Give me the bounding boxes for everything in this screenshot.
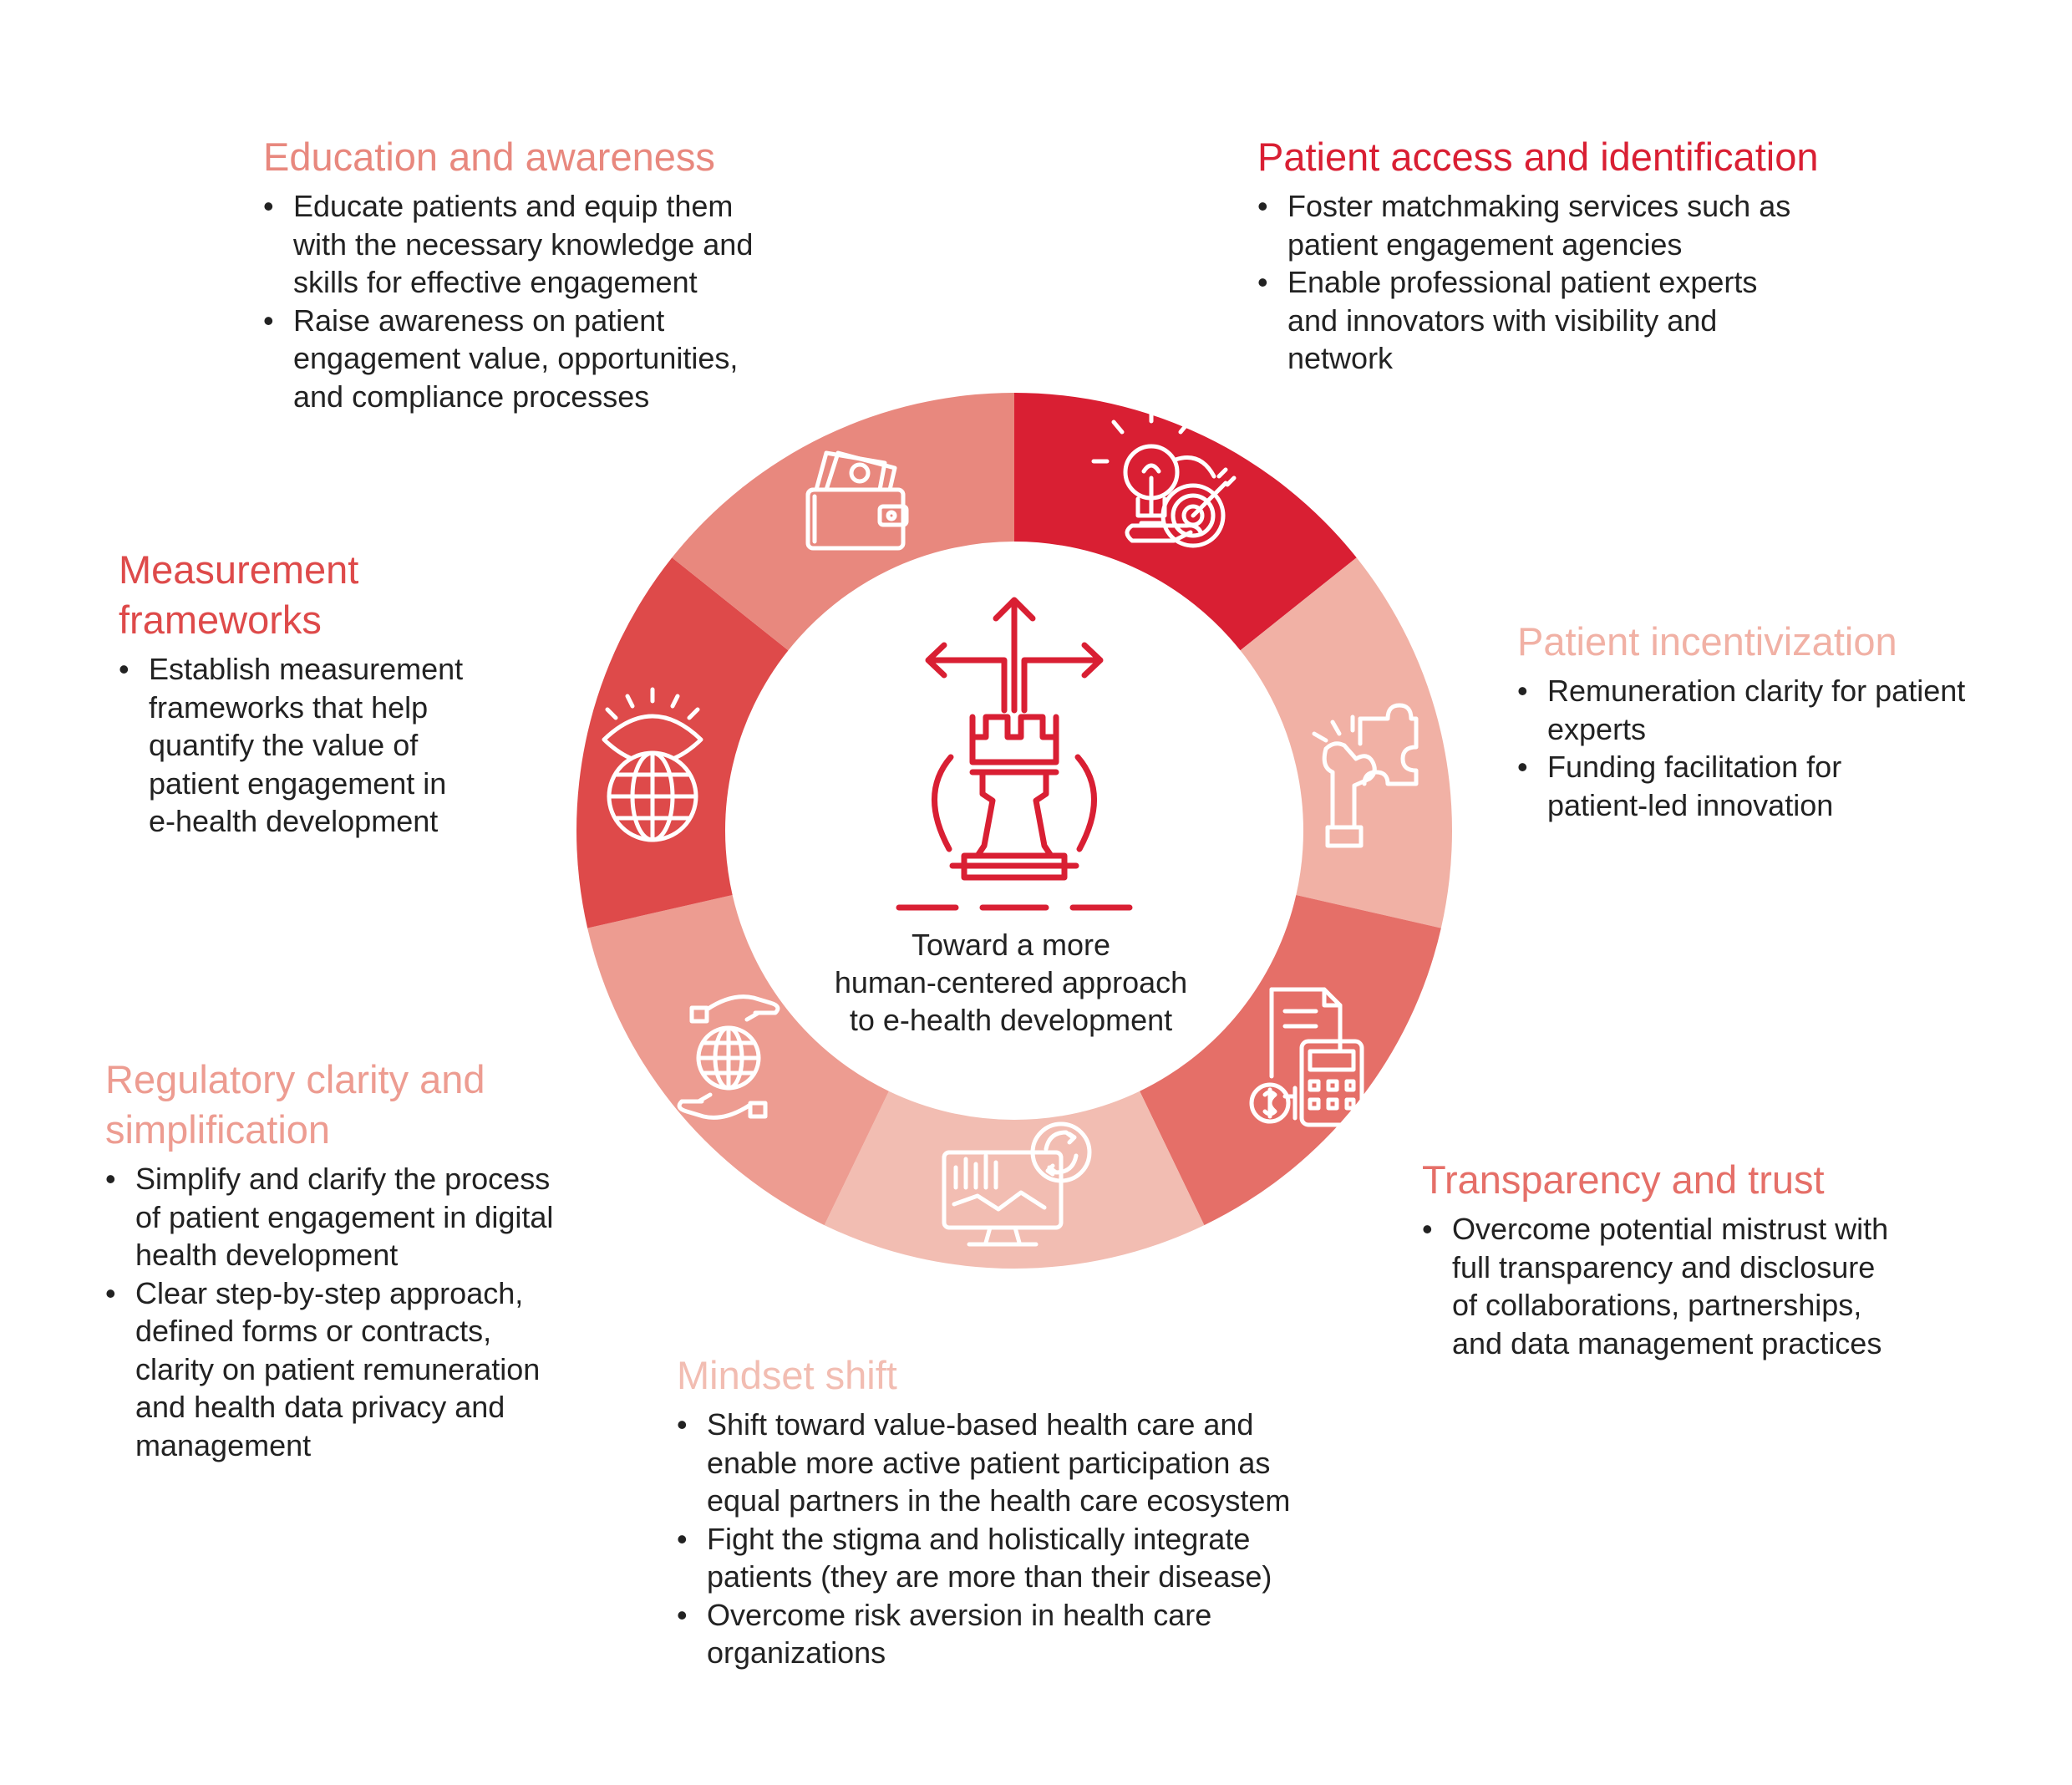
bullet-line: • Overcome potential mistrust with	[1452, 1212, 1889, 1246]
bullet-line: enable more active patient participation as	[707, 1445, 1271, 1480]
bullet-line: • Shift toward value-based health care and	[707, 1407, 1254, 1442]
bullet-item	[105, 1160, 640, 1274]
center-caption-line: Toward a more	[911, 928, 1111, 962]
bullet-line: patients (they are more than their disease)	[707, 1559, 1272, 1594]
education-bullets	[263, 187, 865, 415]
bullet-item	[1422, 1210, 2024, 1362]
bullet-line: network	[1287, 341, 1394, 375]
bullet-line: quantify the value of	[149, 728, 419, 762]
bullet-item	[263, 187, 865, 302]
bullet-item	[105, 1274, 640, 1465]
title-line: Regulatory clarity and	[105, 1057, 485, 1101]
bullet-line: • Remuneration clarity for patient	[1547, 674, 1966, 708]
bullet-line: with the necessary knowledge and	[293, 226, 754, 262]
title-line: frameworks	[119, 598, 322, 642]
bullet-line: organizations	[707, 1635, 886, 1670]
transparency-block	[1422, 1155, 2024, 1362]
regulatory-bullets	[105, 1160, 640, 1464]
bullet-line: of patient engagement in digital	[135, 1199, 554, 1234]
bullet-line: full transparency and disclosure	[1452, 1249, 1876, 1284]
bullet-line: frameworks that help	[149, 689, 429, 725]
mindset-bullets	[677, 1406, 1362, 1672]
regulatory-title	[105, 1055, 640, 1155]
bullet-line: • Raise awareness on patient	[293, 303, 665, 338]
bullet-item	[263, 302, 865, 416]
bullet-item	[677, 1596, 1362, 1672]
ring-segments	[576, 393, 1452, 1269]
center-caption-line: human-centered approach	[834, 965, 1188, 999]
incentivization-title: Patient incentivization	[1517, 619, 1897, 664]
transparency-title: Transparency and trust	[1422, 1157, 1825, 1202]
measurement-bullets	[119, 650, 587, 841]
bullet-line: • Educate patients and equip them	[293, 189, 734, 223]
bullet-line: • Establish measurement	[149, 652, 464, 686]
education-title: Education and awareness	[263, 135, 715, 179]
mindset-title: Mindset shift	[677, 1353, 897, 1397]
bullet-line: • Fight the stigma and holistically integrate	[707, 1521, 1251, 1556]
patient-access-bullets	[1257, 187, 1892, 378]
incentivization-bullets	[1517, 672, 2052, 824]
bullet-line: patient engagement agencies	[1287, 226, 1683, 262]
bullet-line: equal partners in the health care ecosystem	[707, 1483, 1291, 1518]
bullet-line: e-health development	[149, 804, 439, 838]
bullet-line: • Clear step-by-step approach,	[135, 1275, 524, 1310]
regulatory-block	[105, 1055, 640, 1464]
center-caption	[785, 926, 1237, 1039]
bullet-item	[1257, 187, 1892, 263]
bullet-line: clarity on patient remuneration	[135, 1351, 541, 1386]
bullet-line: and data management practices	[1452, 1325, 1882, 1360]
title-line: simplification	[105, 1107, 331, 1152]
bullet-line: • Funding facilitation for	[1547, 750, 1842, 784]
bullet-item	[119, 650, 587, 841]
bullet-line: defined forms or contracts,	[135, 1314, 492, 1348]
title-line: Measurement	[119, 547, 359, 592]
patient-access-block	[1257, 132, 1892, 378]
mindset-block	[677, 1350, 1362, 1672]
ring-segment-mindset	[825, 1091, 1205, 1269]
bullet-line: patient-led innovation	[1547, 787, 1834, 822]
center-caption-line: to e-health development	[849, 1003, 1173, 1037]
bullet-item	[1517, 748, 2052, 824]
measurement-block	[119, 545, 587, 841]
bullet-line: • Simplify and clarify the process	[135, 1162, 551, 1196]
bullet-line: of collaborations, partnerships,	[1452, 1288, 1862, 1322]
bullet-line: and compliance processes	[293, 379, 650, 414]
transparency-bullets	[1422, 1210, 2024, 1362]
bullet-item	[1257, 263, 1892, 378]
bullet-line: health development	[135, 1238, 399, 1272]
bullet-line: and health data privacy and	[135, 1390, 505, 1424]
bullet-line: experts	[1547, 711, 1647, 746]
bullet-line: management	[135, 1427, 312, 1462]
measurement-title	[119, 545, 587, 645]
bullet-line: patient engagement in	[149, 765, 447, 801]
bullet-line: engagement value, opportunities,	[293, 341, 739, 375]
bullet-item	[677, 1520, 1362, 1596]
bullet-line: • Foster matchmaking services such as	[1287, 189, 1791, 223]
bullet-item	[1517, 672, 2052, 748]
patient-access-title: Patient access and identification	[1257, 135, 1819, 179]
incentivization-block	[1517, 617, 2052, 824]
bullet-line: • Overcome risk aversion in health care	[707, 1597, 1212, 1632]
chess-rook-arrows-icon	[899, 600, 1130, 908]
bullet-item	[677, 1406, 1362, 1520]
education-block	[263, 132, 865, 415]
bullet-line: skills for effective engagement	[293, 265, 698, 299]
bullet-line: • Enable professional patient experts	[1287, 265, 1758, 299]
bullet-line: and innovators with visibility and	[1287, 303, 1718, 338]
